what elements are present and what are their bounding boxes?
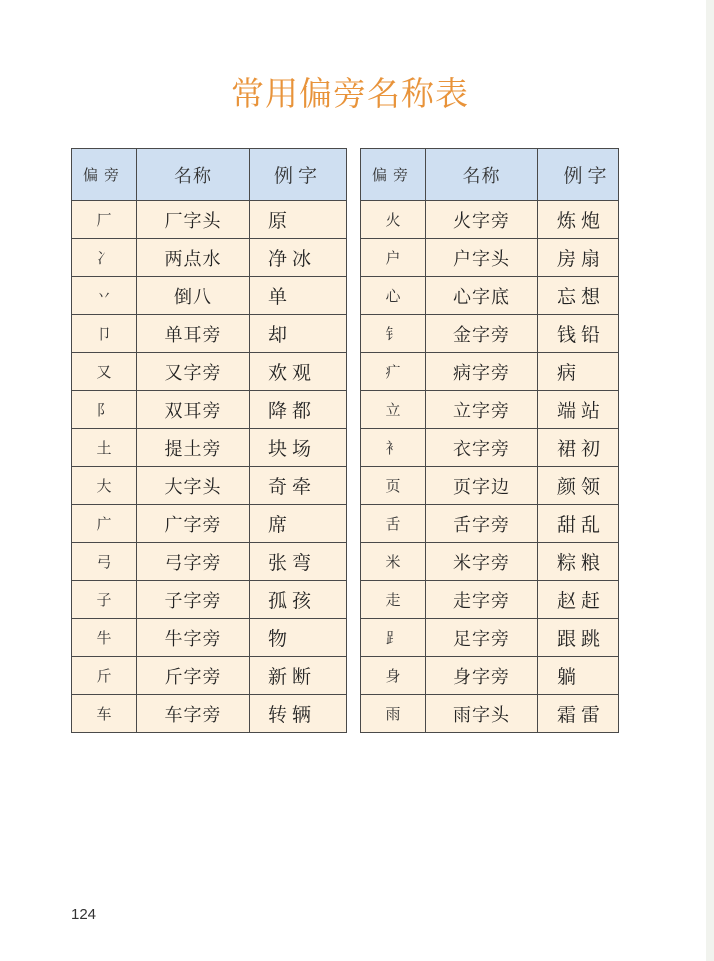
name-cell: 车字旁 — [137, 695, 250, 733]
table-row — [361, 619, 619, 657]
radical-cell: 弓 — [72, 543, 137, 581]
radical-cell: 钅 — [361, 315, 426, 353]
example-cell: 赵赶 — [538, 581, 619, 619]
table-row — [72, 391, 347, 429]
table-row — [361, 391, 619, 429]
name-cell: 火字旁 — [426, 201, 538, 239]
example-cell: 颜领 — [538, 467, 619, 505]
example-cell: 甜乱 — [538, 505, 619, 543]
table-row — [72, 277, 347, 315]
table-row — [72, 239, 347, 277]
page-edge-strip — [706, 0, 714, 961]
name-cell: 立字旁 — [426, 391, 538, 429]
radicals-table-right — [360, 148, 619, 733]
radical-cell: 身 — [361, 657, 426, 695]
table-row — [361, 695, 619, 733]
table-header-row — [361, 149, 619, 201]
radical-cell: 大 — [72, 467, 137, 505]
example-cell: 降都 — [250, 391, 347, 429]
name-cell: 子字旁 — [137, 581, 250, 619]
name-cell: 单耳旁 — [137, 315, 250, 353]
table-row — [72, 467, 347, 505]
table-row — [361, 315, 619, 353]
page-title: 常用偏旁名称表 — [231, 74, 469, 113]
name-cell: 又字旁 — [137, 353, 250, 391]
example-cell: 孤孩 — [250, 581, 347, 619]
example-cell: 奇牵 — [250, 467, 347, 505]
table-row — [361, 201, 619, 239]
radical-cell: 阝 — [72, 391, 137, 429]
header-name: 名称 — [137, 149, 250, 201]
table-row — [72, 657, 347, 695]
example-cell: 原 — [250, 201, 347, 239]
name-cell: 广字旁 — [137, 505, 250, 543]
table-row — [361, 277, 619, 315]
name-cell: 雨字头 — [426, 695, 538, 733]
radicals-table-left — [71, 148, 347, 733]
name-cell: 厂字头 — [137, 201, 250, 239]
table-header-row — [72, 149, 347, 201]
radical-cell: 又 — [72, 353, 137, 391]
header-example: 例字 — [538, 149, 619, 201]
table-row — [361, 581, 619, 619]
radical-cell: 疒 — [361, 353, 426, 391]
name-cell: 页字边 — [426, 467, 538, 505]
example-cell: 欢观 — [250, 353, 347, 391]
table-row — [72, 201, 347, 239]
table-row — [361, 353, 619, 391]
radical-cell: 衤 — [361, 429, 426, 467]
name-cell: 提土旁 — [137, 429, 250, 467]
name-cell: 倒八 — [137, 277, 250, 315]
table-row — [361, 467, 619, 505]
name-cell: 衣字旁 — [426, 429, 538, 467]
name-cell: 心字底 — [426, 277, 538, 315]
example-cell: 跟跳 — [538, 619, 619, 657]
example-cell: 裙初 — [538, 429, 619, 467]
radical-cell: ⻊ — [361, 619, 426, 657]
name-cell: 走字旁 — [426, 581, 538, 619]
radical-cell: 雨 — [361, 695, 426, 733]
example-cell: 块场 — [250, 429, 347, 467]
page-number: 124 — [71, 906, 97, 923]
radical-cell: 牛 — [72, 619, 137, 657]
radical-cell: 斤 — [72, 657, 137, 695]
name-cell: 牛字旁 — [137, 619, 250, 657]
name-cell: 足字旁 — [426, 619, 538, 657]
example-cell: 炼炮 — [538, 201, 619, 239]
radical-cell: 厂 — [72, 201, 137, 239]
table-row — [361, 543, 619, 581]
radical-cell: 心 — [361, 277, 426, 315]
header-radical: 偏旁 — [361, 149, 426, 201]
name-cell: 大字头 — [137, 467, 250, 505]
radical-cell: 丷 — [72, 277, 137, 315]
table-row — [72, 429, 347, 467]
example-cell: 房扇 — [538, 239, 619, 277]
table-row — [72, 543, 347, 581]
name-cell: 弓字旁 — [137, 543, 250, 581]
radical-cell: 舌 — [361, 505, 426, 543]
name-cell: 两点水 — [137, 239, 250, 277]
example-cell: 躺 — [538, 657, 619, 695]
table-row — [361, 239, 619, 277]
radical-cell: 车 — [72, 695, 137, 733]
example-cell: 却 — [250, 315, 347, 353]
example-cell: 净冰 — [250, 239, 347, 277]
example-cell: 新断 — [250, 657, 347, 695]
name-cell: 米字旁 — [426, 543, 538, 581]
name-cell: 金字旁 — [426, 315, 538, 353]
radical-cell: 冫 — [72, 239, 137, 277]
table-row — [72, 619, 347, 657]
example-cell: 物 — [250, 619, 347, 657]
example-cell: 钱铅 — [538, 315, 619, 353]
example-cell: 粽粮 — [538, 543, 619, 581]
name-cell: 斤字旁 — [137, 657, 250, 695]
example-cell: 单 — [250, 277, 347, 315]
radical-cell: 户 — [361, 239, 426, 277]
table-row — [72, 505, 347, 543]
table-row — [361, 429, 619, 467]
example-cell: 端站 — [538, 391, 619, 429]
table-row — [72, 581, 347, 619]
name-cell: 病字旁 — [426, 353, 538, 391]
table-row — [361, 657, 619, 695]
name-cell: 身字旁 — [426, 657, 538, 695]
name-cell: 舌字旁 — [426, 505, 538, 543]
table-row — [72, 695, 347, 733]
radical-cell: 火 — [361, 201, 426, 239]
example-cell: 霜雷 — [538, 695, 619, 733]
example-cell: 转辆 — [250, 695, 347, 733]
example-cell: 病 — [538, 353, 619, 391]
table-row — [361, 505, 619, 543]
radical-cell: 土 — [72, 429, 137, 467]
example-cell: 忘想 — [538, 277, 619, 315]
radical-cell: 子 — [72, 581, 137, 619]
header-example: 例字 — [250, 149, 347, 201]
radical-cell: 页 — [361, 467, 426, 505]
example-cell: 张弯 — [250, 543, 347, 581]
header-radical: 偏旁 — [72, 149, 137, 201]
example-cell: 席 — [250, 505, 347, 543]
header-name: 名称 — [426, 149, 538, 201]
radical-cell: 广 — [72, 505, 137, 543]
table-row — [72, 315, 347, 353]
name-cell: 双耳旁 — [137, 391, 250, 429]
table-row — [72, 353, 347, 391]
radical-cell: 米 — [361, 543, 426, 581]
radical-cell: 走 — [361, 581, 426, 619]
radical-cell: 卩 — [72, 315, 137, 353]
name-cell: 户字头 — [426, 239, 538, 277]
radical-cell: 立 — [361, 391, 426, 429]
